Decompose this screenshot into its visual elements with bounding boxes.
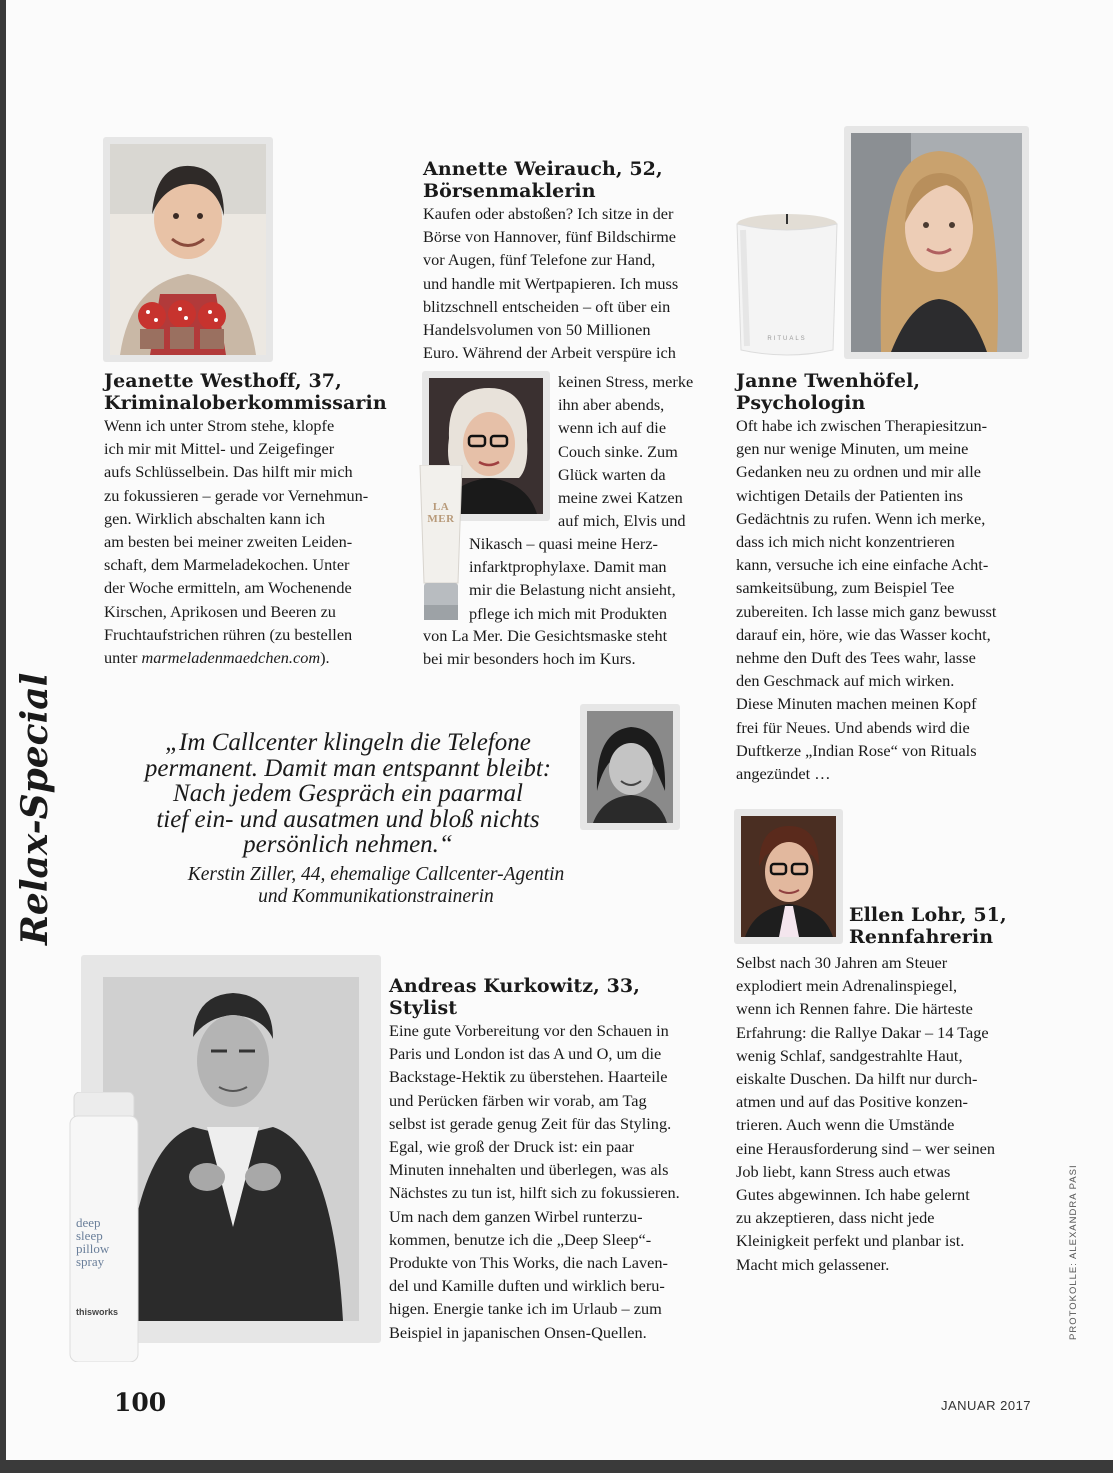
janne-role: Psychologin: [736, 392, 866, 414]
janne-article: Janne Twenhöfel, Psychologin Oft habe ich zwischen Therapiesitzun- gen nur wenige Minuten, um meine Gedanken neu zu ordnen und mir alle wichtigen Details der Patienten ins Gedächtnis zu rufen. Wenn ich merke, dass ich mich nicht konzentrieren kann, versuche ich eine einfache Acht- samkeitsübung, zum Beispiel Tee zubereiten. Ich lasse mich ganz bewusst darauf ein, höre, wie das Wasser kocht, nehme den Duft des Tees wahr, lasse den Geschmack auf mich wirken. Diese Minuten machen meinen Kopf frei für Neues. Und abends wird die Duftkerze „Indian Rose“ von Rituals angezündet …: [736, 370, 1036, 785]
portrait-woman-short-hair: [741, 816, 836, 937]
photo-credit: PROTOKOLLE: ALEXANDRA PASI: [1068, 1164, 1079, 1340]
andreas-role: Stylist: [389, 997, 458, 1019]
ellen-text: Selbst nach 30 Jahren am Steuer explodiert mein Adrenalinspiegel, wenn ich Rennen fahre. Die härteste Erfahrung: die Rallye Dakar – 14 Tage wenig Schlaf, sandgestrahlte Haut, eiskalte Duschen. Da hilft nur durch- atmen und auf das Positive konzen- trieren. Auch wenn die Umstände eine Herausforderung sind – wer seinen Job liebt, kann Stress auch etwas Gutes abgewinnen. Ich habe gelernt zu akzeptieren, dass nicht jede Kleinigkeit perfekt und planbar ist. Macht mich gelassener.: [736, 953, 996, 1274]
jeanette-website-link: marmeladenmaedchen.com: [141, 648, 321, 668]
this-works-label: deep sleep pillow spray: [76, 1215, 110, 1269]
page-number: 100: [114, 1388, 167, 1417]
kerstin-quote: „Im Callcenter klingeln die Telefone permanent. Damit man entspannt bleibt: Nach jedem Gespräch ein paarmal tief ein- und ausatmen und bloß nichts persönlich nehmen.“: [144, 729, 552, 858]
kerstin-attribution: Kerstin Ziller, 44, ehemalige Callcenter-Agentin und Kommunikationstrainerin: [187, 864, 565, 907]
jeanette-text: Wenn ich unter Strom stehe, klopfe ich mir mit Mittel- und Zeigefinger aufs Schlüsselbein. Das hilft mir mich zu fokussieren – gerade vor Vernehmun- gen. Wirklich abschalten kann ich am besten bei meiner zweiten Leiden- schaft, dem Marmeladekochen. Unter der Woche ermitteln, am Wochenende Kirschen, Aprikosen und Beeren zu Fruchtaufstrichen rühren (zu bestellen unter marmeladenmaedchen.com).: [104, 416, 369, 668]
kerstin-photo: [580, 704, 680, 830]
portrait-man-bw: [103, 977, 359, 1321]
ellen-heading: [849, 904, 1049, 948]
issue-date: JANUAR 2017: [941, 1398, 1032, 1413]
portrait-woman-with-jam-jars: [110, 144, 266, 355]
andreas-name: Andreas Kurkowitz, 33,: [389, 975, 640, 997]
jeanette-article: [104, 370, 394, 669]
jeanette-photo: [103, 137, 273, 362]
annette-role: Börsenmaklerin: [423, 180, 596, 202]
annette-name: Annette Weirauch, 52,: [423, 158, 663, 180]
la-mer-product: [416, 465, 466, 620]
annette-text-narrow: keinen Stress, merke ihn aber abends, wenn ich auf die Couch sinke. Zum Glück warten da meine zwei Katzen auf mich, Elvis und: [558, 372, 694, 531]
ellen-name: Ellen Lohr, 51,: [849, 904, 1007, 926]
janne-photo: [844, 126, 1029, 359]
jeanette-role: Kriminaloberkommissarin: [104, 392, 387, 414]
this-works-product: [68, 1092, 140, 1362]
this-works-brand: thisworks: [76, 1307, 119, 1317]
ellen-photo: [734, 809, 843, 944]
section-label: Relax-Special: [14, 672, 56, 945]
portrait-woman-blonde: [851, 133, 1022, 352]
rituals-label: RITUALS: [767, 336, 807, 342]
la-mer-label: LA MER: [427, 501, 455, 525]
andreas-article: Andreas Kurkowitz, 33, Stylist Eine gute Vorbereitung vor den Schauen in Paris und London ist das A und O, um die Backstage-Hektik zu überstehen. Haarteile und Perücken färben wir vorab, am Tag selbst ist gerade genug Zeit für das Styling. Egal, wie groß der Druck ist: ein paar Minuten innehalten und überlegen, was als Nächstes zu tun ist, hilft sich zu fokussieren. Um nach dem ganzen Wirbel runterzu- kommen, benutze ich die „Deep Sleep“- Produkte von This Works, die nach Laven- del und Kamille duften und wirklich beru- higen. Energie tanke ich im Urlaub – zum Beispiel in japanischen Onsen-Quellen.: [389, 975, 729, 1344]
ellen-role: Rennfahrerin: [849, 926, 994, 948]
annette-text-bottom: von La Mer. Die Gesichtsmaske steht bei mir besonders hoch im Kurs.: [423, 626, 668, 669]
jeanette-name: Jeanette Westhoff, 37,: [104, 370, 342, 392]
rituals-candle: [733, 210, 841, 360]
magazine-page: [6, 0, 1113, 1460]
annette-article: Annette Weirauch, 52, Börsenmaklerin Kaufen oder abstoßen? Ich sitze in der Börse von Hannover, fünf Bildschirme vor Augen, fünf Telefone zur Hand, und handle mit Wertpapieren. Ich muss blitzschnell entscheiden – oft über ein Handelsvolumen von 50 Millionen Euro. Während der Arbeit verspüre ich: [423, 158, 723, 364]
portrait-woman-bw: [587, 711, 673, 823]
annette-text-mid: Nikasch – quasi meine Herz- infarktprophylaxe. Damit man mir die Belastung nicht ansieht, pflege ich mich mit Produkten: [469, 534, 676, 623]
janne-name: Janne Twenhöfel,: [736, 370, 921, 392]
